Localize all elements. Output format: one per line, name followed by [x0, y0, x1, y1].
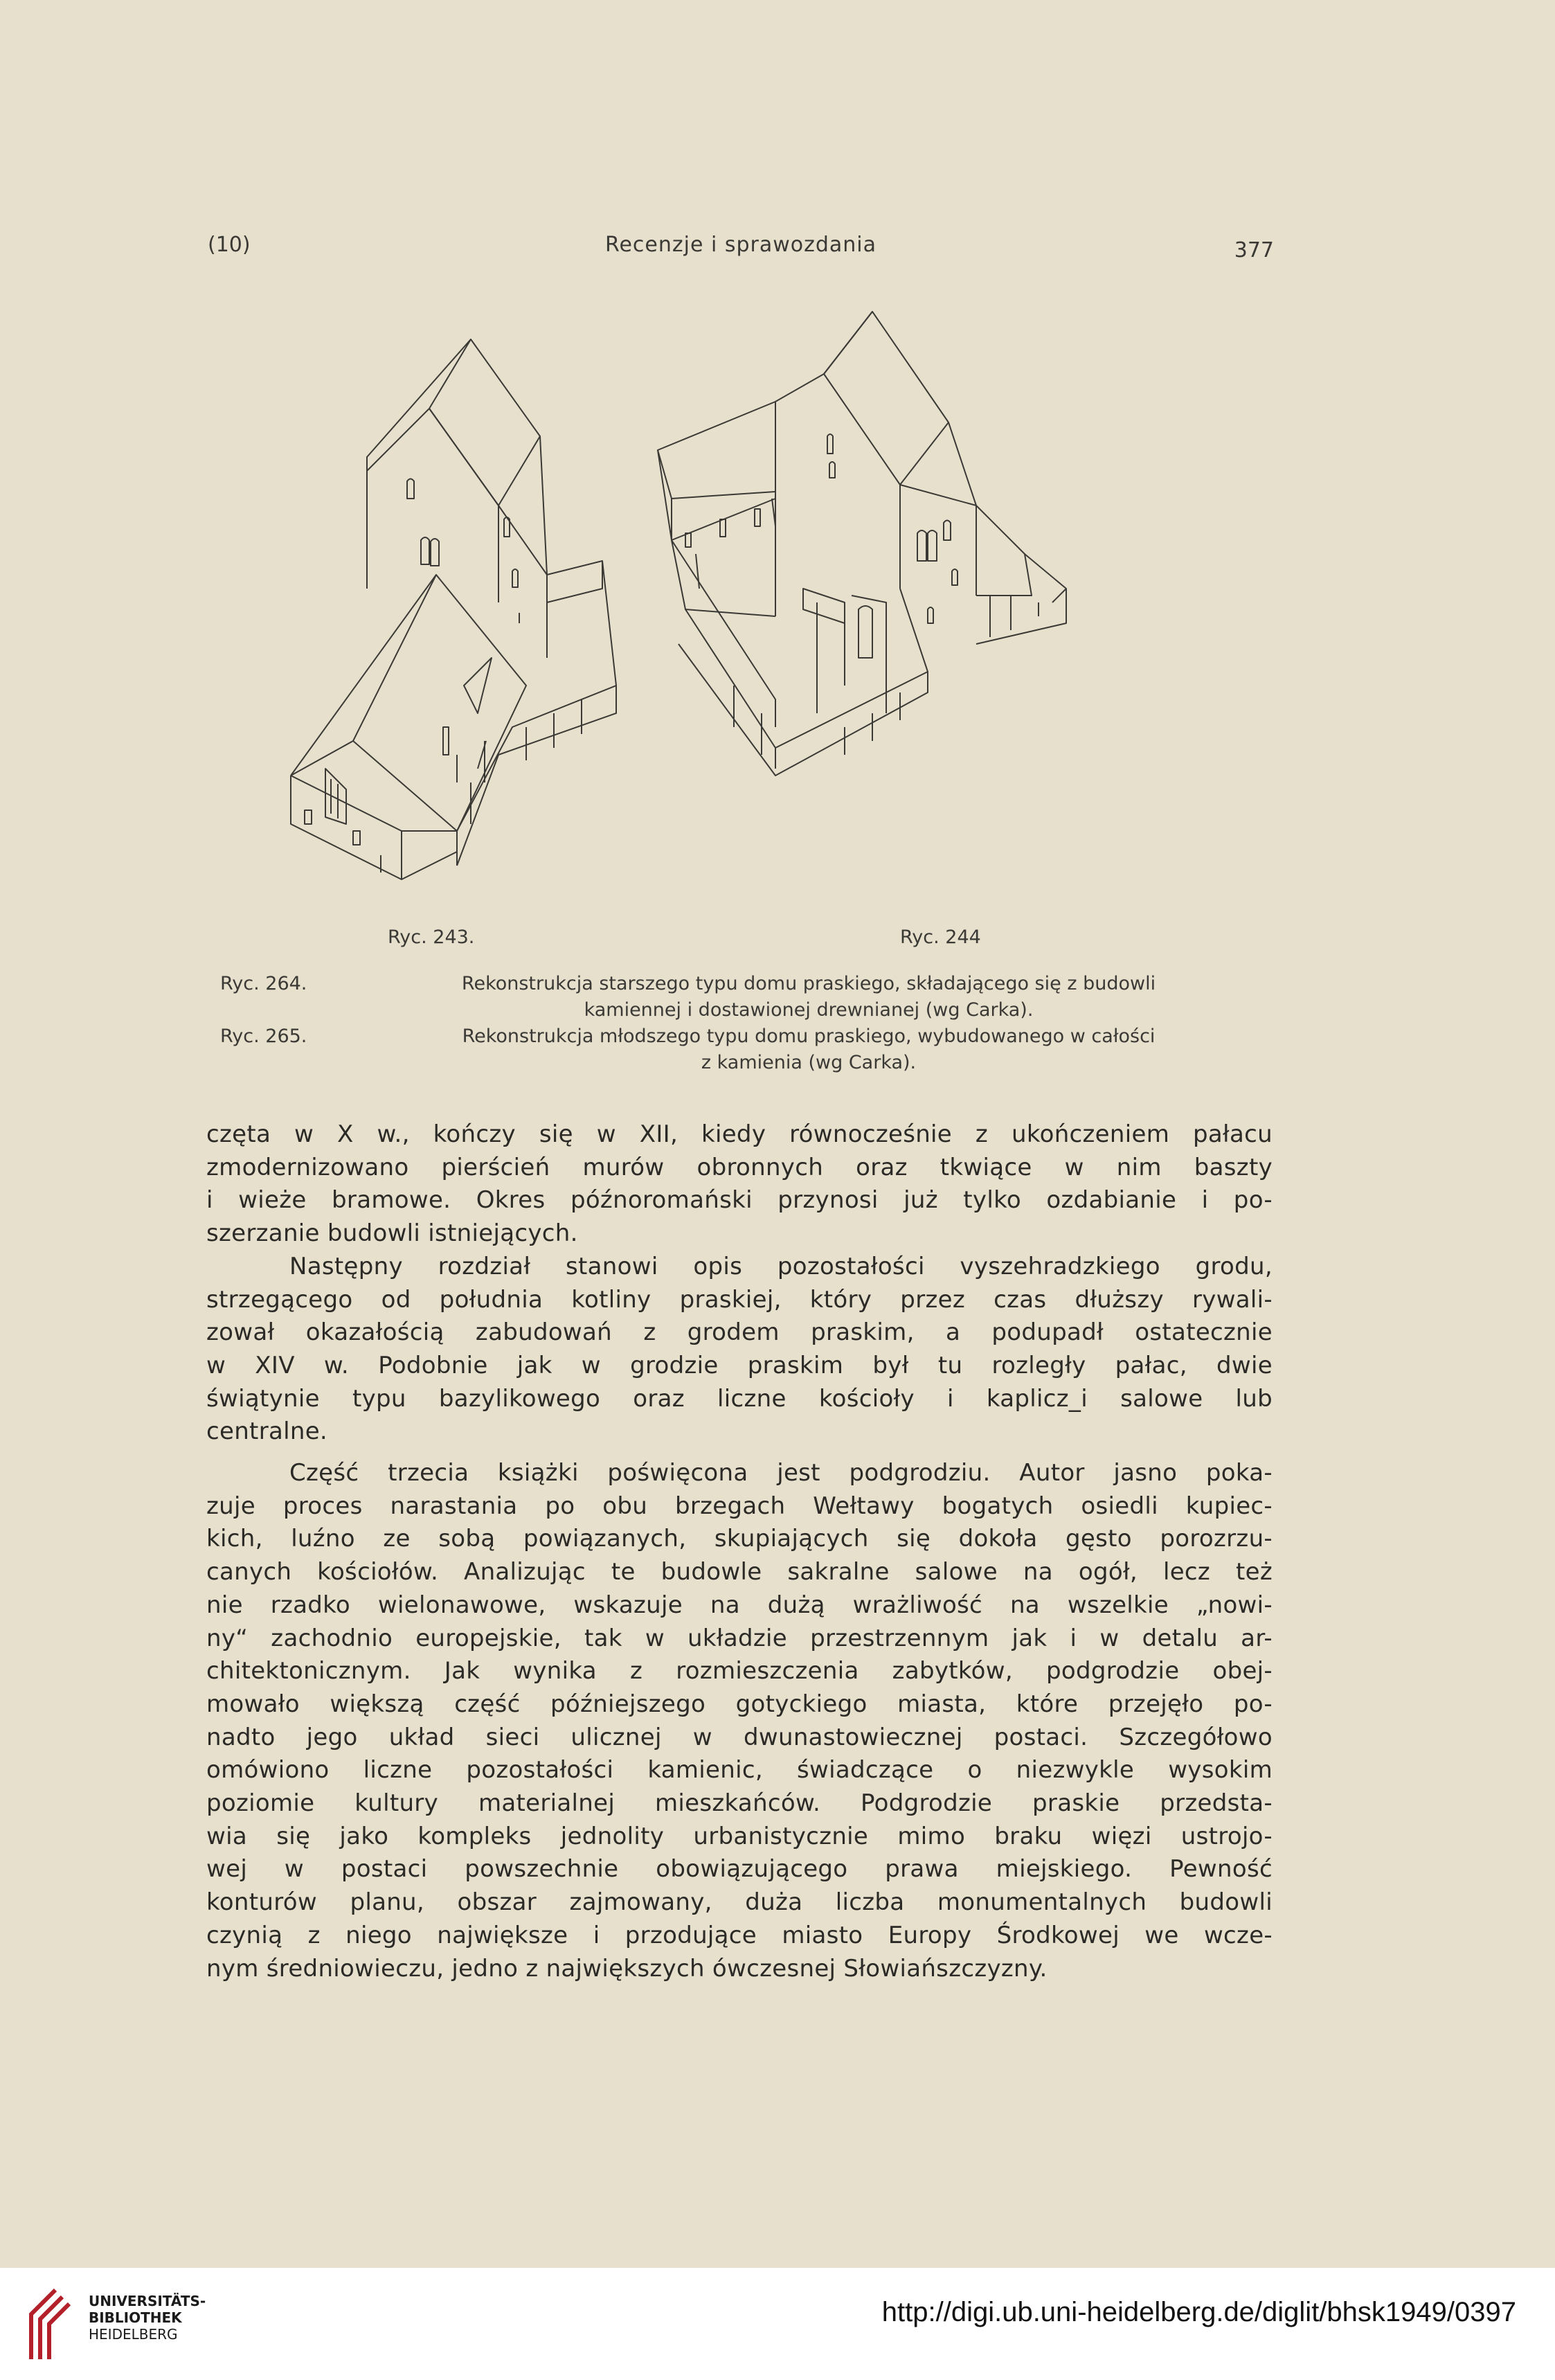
running-header: [208, 233, 1274, 274]
caption-line: z kamienia (wg Carka).: [701, 1052, 917, 1073]
caption: [220, 1023, 1273, 1076]
younger-house-drawing: [658, 312, 1066, 776]
text-line: szerzanie budowli istniejących.: [206, 1219, 578, 1248]
text-line: wia się jako kompleks jednolity urbanistycznie mimo braku więzi ustrojo-: [206, 1822, 1273, 1850]
library-logo-icon: [21, 2283, 90, 2366]
paragraph: [206, 1251, 1273, 1449]
text-line: chitektonicznym. Jak wynika z rozmieszczenia zabytków, podgrodzie obej-: [206, 1657, 1273, 1685]
paragraph: [206, 1457, 1273, 1985]
text-line: Następny rozdział stanowi opis pozostałości vyszehradzkiego grodu,: [289, 1252, 1273, 1280]
text-line: Część trzecia książki poświęcona jest podgrodziu. Autor jasno poka-: [289, 1459, 1273, 1487]
section-number: (10): [208, 233, 251, 257]
house-reconstruction-drawings: [249, 298, 1225, 907]
library-name-line: UNIVERSITÄTS-: [89, 2293, 206, 2309]
text-line: centralne.: [206, 1417, 328, 1446]
text-line: nie rzadko wielonawowe, wskazuje na dużą wrażliwość na wszelkie „nowi-: [206, 1591, 1273, 1619]
permalink-url[interactable]: http://digi.ub.uni-heidelberg.de/diglit/bhsk1949/0397: [881, 2297, 1516, 2327]
library-name: [89, 2293, 206, 2343]
text-line: i wieże bramowe. Okres późnoromański przynosi już tylko ozdabianie i po-: [206, 1186, 1273, 1215]
caption-text: [345, 971, 1273, 1023]
older-house-drawing: [291, 339, 616, 879]
text-line: poziomie kultury materialnej mieszkańców. Podgrodzie praskie przedsta-: [206, 1789, 1273, 1818]
text-line: zmodernizowano pierścień murów obronnych oraz tkwiące w nim baszty: [206, 1153, 1273, 1181]
figure-captions: [220, 971, 1273, 1076]
page-number: 377: [1234, 238, 1274, 262]
figure-label-right: Ryc. 244: [900, 927, 981, 948]
text-line: strzegącego od południa kotliny praskiej, który przez czas dłuższy rywali-: [206, 1285, 1273, 1314]
body-text: [206, 1118, 1273, 1985]
text-line: wej w postaci powszechnie obowiązującego prawa miejskiego. Pewność: [206, 1855, 1273, 1884]
text-line: nym średniowieczu, jedno z największych ówczesnej Słowiańszczyzny.: [206, 1954, 1048, 1983]
library-name-line: BIBLIOTHEK: [89, 2309, 182, 2326]
figure-label-left: Ryc. 243.: [388, 927, 475, 948]
text-line: ny“ zachodnio europejskie, tak w układzie przestrzennym jak i w detalu ar-: [206, 1624, 1273, 1652]
caption-line: Rekonstrukcja młodszego typu domu praskiego, wybudowanego w całości: [462, 1026, 1156, 1047]
digitization-footer: [0, 2268, 1555, 2380]
caption-ref: Ryc. 265.: [220, 1026, 307, 1047]
paragraph: [206, 1118, 1273, 1251]
caption-ref: Ryc. 264.: [220, 973, 307, 994]
caption-line: kamiennej i dostawionej drewnianej (wg Carka).: [584, 999, 1034, 1021]
text-line: nadto jego układ sieci ulicznej w dwunastowiecznej postaci. Szczegółowo: [206, 1723, 1273, 1751]
text-line: konturów planu, obszar zajmowany, duża liczba monumentalnych budowli: [206, 1888, 1273, 1917]
figure-area: [249, 298, 1225, 907]
text-line: w XIV w. Podobnie jak w grodzie praskim był tu rozległy pałac, dwie: [206, 1351, 1273, 1379]
text-line: świątynie typu bazylikowego oraz liczne kościoły i kaplicz_i salowe lub: [206, 1384, 1273, 1413]
text-line: czynią z niego największe i przodujące miasto Europy Środkowej we wcze-: [206, 1921, 1273, 1949]
text-line: omówiono liczne pozostałości kamienic, świadczące o niezwykle wysokim: [206, 1756, 1273, 1784]
text-line: kich, luźno ze sobą powiązanych, skupiających się dokoła gęsto porozrzu-: [206, 1525, 1273, 1553]
text-line: zuje proces narastania po obu brzegach Wełtawy bogatych osiedli kupiec-: [206, 1492, 1273, 1520]
caption: [220, 971, 1273, 1023]
running-title: Recenzje i sprawozdania: [604, 233, 877, 257]
text-line: mowało większą część późniejszego gotyckiego miasta, które przejęło po-: [206, 1690, 1273, 1718]
caption-text: [345, 1023, 1273, 1076]
text-line: canych kościołów. Analizując te budowle sakralne salowe na ogół, lecz też: [206, 1558, 1273, 1586]
caption-line: Rekonstrukcja starszego typu domu praskiego, składającego się z budowli: [461, 973, 1156, 994]
library-name-line: HEIDELBERG: [89, 2326, 178, 2343]
text-line: częta w X w., kończy się w XII, kiedy równocześnie z ukończeniem pałacu: [206, 1120, 1273, 1148]
text-line: zował okazałością zabudowań z grodem praskim, a podupadł ostatecznie: [206, 1318, 1273, 1347]
